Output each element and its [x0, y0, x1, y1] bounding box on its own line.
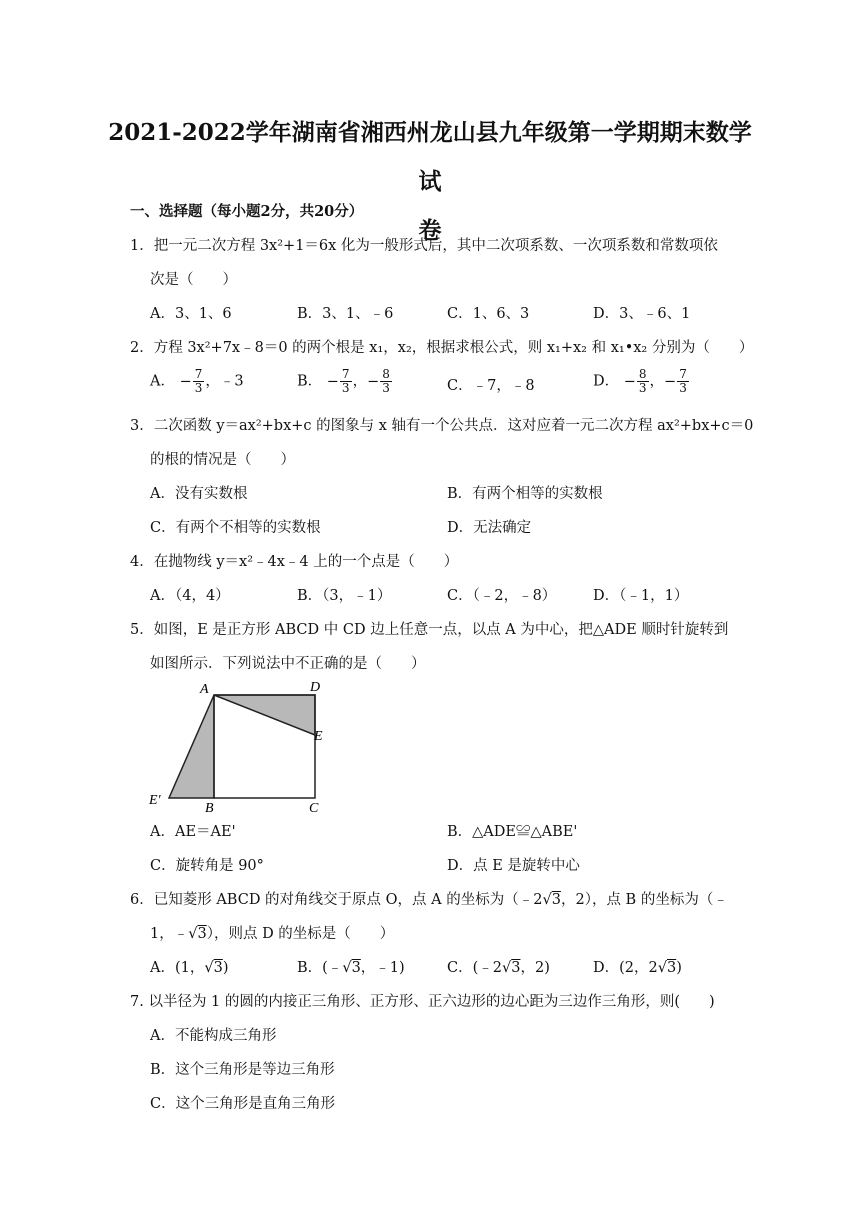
q3-option-a[interactable]: A．没有实数根: [150, 486, 248, 502]
q6-option-c[interactable]: C．(﹣2√3，2): [447, 960, 550, 976]
q4-option-d[interactable]: D．（﹣1，1）: [593, 588, 689, 604]
q5-option-d[interactable]: D．点 E 是旋转中心: [447, 858, 580, 874]
title-line-2: 卷: [418, 217, 442, 244]
q4-option-b[interactable]: B．（3，﹣1）: [297, 588, 392, 604]
question-1-cont: 次是（ ）: [150, 272, 237, 288]
q2-option-a[interactable]: A． − $\frac{7}{3}$ ，﹣3: [150, 368, 244, 395]
sqrt: √3: [204, 960, 223, 976]
question-3-cont: 的根的情况是（ ）: [150, 452, 295, 468]
label-d: D: [310, 680, 321, 695]
question-2: 2．方程 3x²+7x﹣8＝0 的两个根是 x₁，x₂，根据求根公式，则 x₁+x₂ 和 x₁•x₂ 分别为（ ）: [130, 340, 754, 356]
question-6: 6．已知菱形 ABCD 的对角线交于原点 O，点 A 的坐标为（﹣2√3，2），点 B 的坐标为（﹣: [130, 892, 728, 908]
q1-option-d[interactable]: D．3、﹣6、1: [593, 306, 691, 322]
question-6-cont: 1，﹣√3），则点 D 的坐标是（ ）: [150, 926, 395, 942]
q1-option-c[interactable]: C．1、6、3: [447, 306, 530, 322]
label-c: C: [309, 801, 319, 816]
label-e: E: [314, 729, 323, 744]
question-4: 4．在抛物线 y＝x²﹣4x﹣4 上的一个点是（ ）: [130, 554, 459, 570]
q1-option-a[interactable]: A．3、1、6: [150, 306, 232, 322]
q4-option-a[interactable]: A．（4，4）: [150, 588, 230, 604]
q5-option-c[interactable]: C．旋转角是 90°: [150, 858, 264, 874]
q2-option-d[interactable]: D． − $\frac{8}{3}$ ，− $\frac{7}{3}$: [593, 368, 690, 395]
label-e-prime: E′: [149, 793, 161, 808]
page-title: [100, 108, 760, 255]
question-1: 1．把一元二次方程 3x²+1＝6x 化为一般形式后，其中二次项系数、一次项系数和常数项依: [130, 238, 718, 254]
square-rotation-figure: [146, 678, 346, 818]
fraction: $\frac{7}{3}$: [679, 367, 687, 395]
q2-option-b[interactable]: B． − $\frac{7}{3}$ ，− $\frac{8}{3}$: [297, 368, 393, 395]
triangle-ade: [214, 695, 315, 735]
question-3: 3．二次函数 y＝ax²+bx+c 的图象与 x 轴有一个公共点．这对应着一元二次方程 ax²+bx+c＝0: [130, 418, 754, 434]
label-b: B: [205, 801, 214, 816]
fraction: $\frac{8}{3}$: [638, 367, 647, 395]
fraction: $\frac{8}{3}$: [382, 367, 390, 395]
fraction: $\frac{7}{3}$: [341, 367, 350, 395]
question-5: 5．如图，E 是正方形 ABCD 中 CD 边上任意一点，以点 A 为中心，把△ADE 顺时针旋转到: [130, 622, 729, 638]
q3-option-b[interactable]: B．有两个相等的实数根: [447, 486, 603, 502]
title-line-1: 2021-2022学年湖南省湘西州龙山县九年级第一学期期末数学试: [108, 119, 752, 195]
label-a: A: [200, 682, 209, 697]
fraction: $\frac{7}{3}$: [194, 367, 203, 395]
q3-option-d[interactable]: D．无法确定: [447, 520, 532, 536]
q6-option-b[interactable]: B．(﹣√3，﹣1): [297, 960, 405, 976]
question-5-cont: 如图所示．下列说法中不正确的是（ ）: [150, 656, 426, 672]
sqrt: √3: [542, 892, 561, 908]
sqrt: √3: [342, 960, 361, 976]
triangle-abe-prime: [169, 695, 214, 798]
q7-option-b[interactable]: B．这个三角形是等边三角形: [150, 1062, 335, 1078]
sqrt: √3: [501, 960, 521, 976]
q4-option-c[interactable]: C．（﹣2，﹣8）: [447, 588, 557, 604]
q5-option-b[interactable]: B．△ADE≌△ABE': [447, 824, 578, 840]
sqrt: √3: [188, 926, 207, 942]
q7-option-a[interactable]: A．不能构成三角形: [150, 1028, 277, 1044]
section-heading: 一、选择题（每小题2分，共20分）: [130, 203, 364, 220]
sqrt: √3: [657, 960, 677, 976]
question-7: 7. 以半径为 1 的圆的内接正三角形、正方形、正六边形的边心距为三边作三角形，则( ): [130, 994, 715, 1010]
q7-option-c[interactable]: C．这个三角形是直角三角形: [150, 1096, 336, 1112]
q6-option-d[interactable]: D．(2，2√3): [593, 960, 682, 976]
q1-option-b[interactable]: B．3、1、﹣6: [297, 306, 394, 322]
q6-option-a[interactable]: A．(1，√3): [150, 960, 229, 976]
q3-option-c[interactable]: C．有两个不相等的实数根: [150, 520, 321, 536]
q5-option-a[interactable]: A．AE＝AE': [150, 824, 236, 840]
q2-option-c[interactable]: C．﹣7，﹣8: [447, 378, 535, 394]
